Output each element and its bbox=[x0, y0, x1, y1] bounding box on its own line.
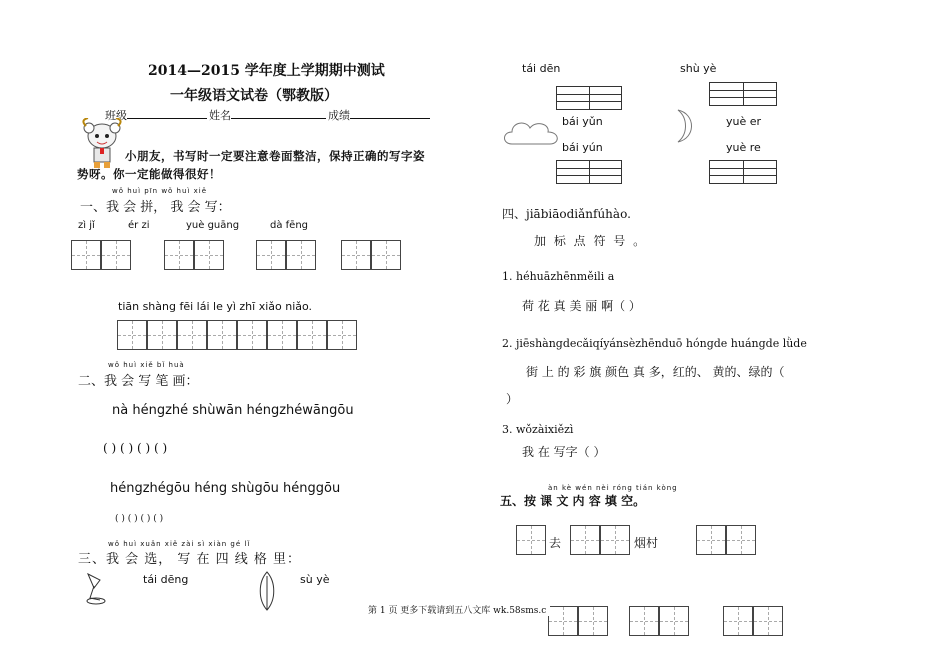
section5-title: 五、按 课 文 内 容 填 空。 bbox=[500, 494, 646, 508]
section4-subtitle: 加 标 点 符 号 。 bbox=[534, 234, 648, 248]
writing-box[interactable] bbox=[696, 525, 726, 555]
writing-box[interactable] bbox=[194, 240, 224, 270]
desk-lamp-icon bbox=[78, 570, 114, 606]
page-footer: 第 1 页 更多下载请到五八文库 wk.58sms.c bbox=[368, 603, 550, 616]
s1-word-3: yuè guāng bbox=[186, 220, 240, 231]
writing-box[interactable] bbox=[267, 320, 297, 350]
writing-box[interactable] bbox=[297, 320, 327, 350]
writing-box[interactable] bbox=[600, 525, 630, 555]
option-b-2: yuè re bbox=[726, 141, 761, 154]
s3-word-1: tái dēng bbox=[143, 573, 189, 586]
r-word-2: shù yè bbox=[680, 62, 717, 75]
writing-box[interactable] bbox=[71, 240, 101, 270]
writing-box[interactable] bbox=[629, 606, 659, 636]
writing-box[interactable] bbox=[578, 606, 608, 636]
writing-box[interactable] bbox=[516, 525, 546, 555]
section5-pinyin: àn kè wén nèi róng tián kòng bbox=[548, 484, 678, 492]
option-b-1: bái yún bbox=[562, 141, 603, 154]
page-subtitle: 一年级语文试卷（鄂教版） bbox=[170, 88, 338, 104]
name-field[interactable] bbox=[231, 108, 326, 119]
writing-box[interactable] bbox=[570, 525, 600, 555]
q1-text[interactable]: 荷 花 真 美 丽 啊（ ） bbox=[522, 299, 641, 313]
writing-box[interactable] bbox=[207, 320, 237, 350]
writing-box[interactable] bbox=[164, 240, 194, 270]
score-field[interactable] bbox=[350, 108, 430, 119]
writing-box[interactable] bbox=[256, 240, 286, 270]
q3-pinyin: 3. wǒzàixiězì bbox=[502, 423, 574, 436]
notice-line-1: 小朋友，书写时一定要注意卷面整洁，保持正确的写字姿 bbox=[125, 149, 425, 163]
r-word-1: tái dēn bbox=[522, 62, 561, 75]
goat-mascot-icon bbox=[80, 118, 124, 170]
section3-pinyin: wǒ huì xuǎn xiě zài sì xiàn gé lǐ bbox=[108, 540, 251, 548]
s1-sentence: tiān shàng fēi lái le yì zhī xiǎo niǎo. bbox=[118, 300, 313, 313]
q2-close: ） bbox=[506, 392, 519, 406]
writing-box[interactable] bbox=[753, 606, 783, 636]
four-line-box[interactable] bbox=[709, 82, 777, 106]
s2-strokes-row-2: héngzhégōu héng shùgōu hénggōu bbox=[110, 481, 341, 496]
writing-box[interactable] bbox=[548, 606, 578, 636]
writing-box[interactable] bbox=[101, 240, 131, 270]
s3-word-2: sù yè bbox=[300, 573, 330, 586]
class-label: 班级 bbox=[105, 109, 127, 122]
page-title: 2014—2015 学年度上学期期中测试 bbox=[148, 63, 385, 79]
moon-icon bbox=[672, 108, 698, 144]
s1-word-1: zì jǐ bbox=[78, 220, 95, 231]
s2-answer-row-2[interactable]: ( ) ( ) ( ) ( ) bbox=[115, 514, 164, 524]
score-label: 成绩 bbox=[328, 109, 350, 122]
leaf-icon bbox=[256, 570, 278, 612]
writing-box[interactable] bbox=[286, 240, 316, 270]
q3-text[interactable]: 我 在 写字（ ） bbox=[522, 445, 606, 459]
writing-box[interactable] bbox=[177, 320, 207, 350]
writing-box[interactable] bbox=[237, 320, 267, 350]
s2-answer-row-1[interactable]: ( ) ( ) ( ) ( ) bbox=[103, 441, 168, 455]
notice-line-2: 势呀。你一定能做得很好！ bbox=[77, 167, 221, 181]
writing-box[interactable] bbox=[723, 606, 753, 636]
writing-box[interactable] bbox=[341, 240, 371, 270]
section2-title: 二、我 会 写 笔 画： bbox=[78, 374, 199, 389]
writing-box[interactable] bbox=[659, 606, 689, 636]
section1-title: 一、我 会 拼， 我 会 写： bbox=[80, 200, 231, 215]
section4-title: 四、jiābiāodiǎnfúhào. bbox=[502, 207, 631, 221]
q1-pinyin: 1. héhuāzhēnměili a bbox=[502, 270, 615, 283]
four-line-box[interactable] bbox=[556, 160, 622, 184]
student-info-row bbox=[105, 107, 432, 123]
fill-char-2: 烟村 bbox=[634, 536, 659, 550]
writing-box[interactable] bbox=[327, 320, 357, 350]
four-line-box[interactable] bbox=[709, 160, 777, 184]
writing-box[interactable] bbox=[117, 320, 147, 350]
section2-pinyin: wǒ huì xiě bǐ huà bbox=[108, 361, 185, 369]
s2-strokes-row-1: nà héngzhé shùwān héngzhéwāngōu bbox=[112, 403, 354, 418]
s1-word-2: ér zi bbox=[128, 220, 150, 231]
fill-char-1: 去 bbox=[549, 536, 562, 550]
section1-pinyin: wǒ huì pīn wǒ huì xiě bbox=[112, 187, 207, 195]
q2-text[interactable]: 街 上 的 彩 旗 颜色 真 多，红的、 黄的、绿的（ bbox=[526, 365, 785, 379]
writing-box[interactable] bbox=[371, 240, 401, 270]
class-field[interactable] bbox=[127, 108, 207, 119]
s1-word-4: dà fēng bbox=[270, 220, 309, 231]
writing-box[interactable] bbox=[147, 320, 177, 350]
cloud-icon bbox=[502, 118, 562, 150]
option-a-1: bái yǔn bbox=[562, 115, 603, 128]
writing-box[interactable] bbox=[726, 525, 756, 555]
name-label: 姓名 bbox=[209, 109, 231, 122]
option-a-2: yuè er bbox=[726, 115, 762, 128]
section3-title: 三、我 会 选， 写 在 四 线 格 里： bbox=[78, 552, 302, 567]
four-line-box[interactable] bbox=[556, 86, 622, 110]
q2-pinyin: 2. jiēshàngdecǎiqíyánsèzhēnduō hóngde huángde lǜde bbox=[502, 337, 807, 350]
